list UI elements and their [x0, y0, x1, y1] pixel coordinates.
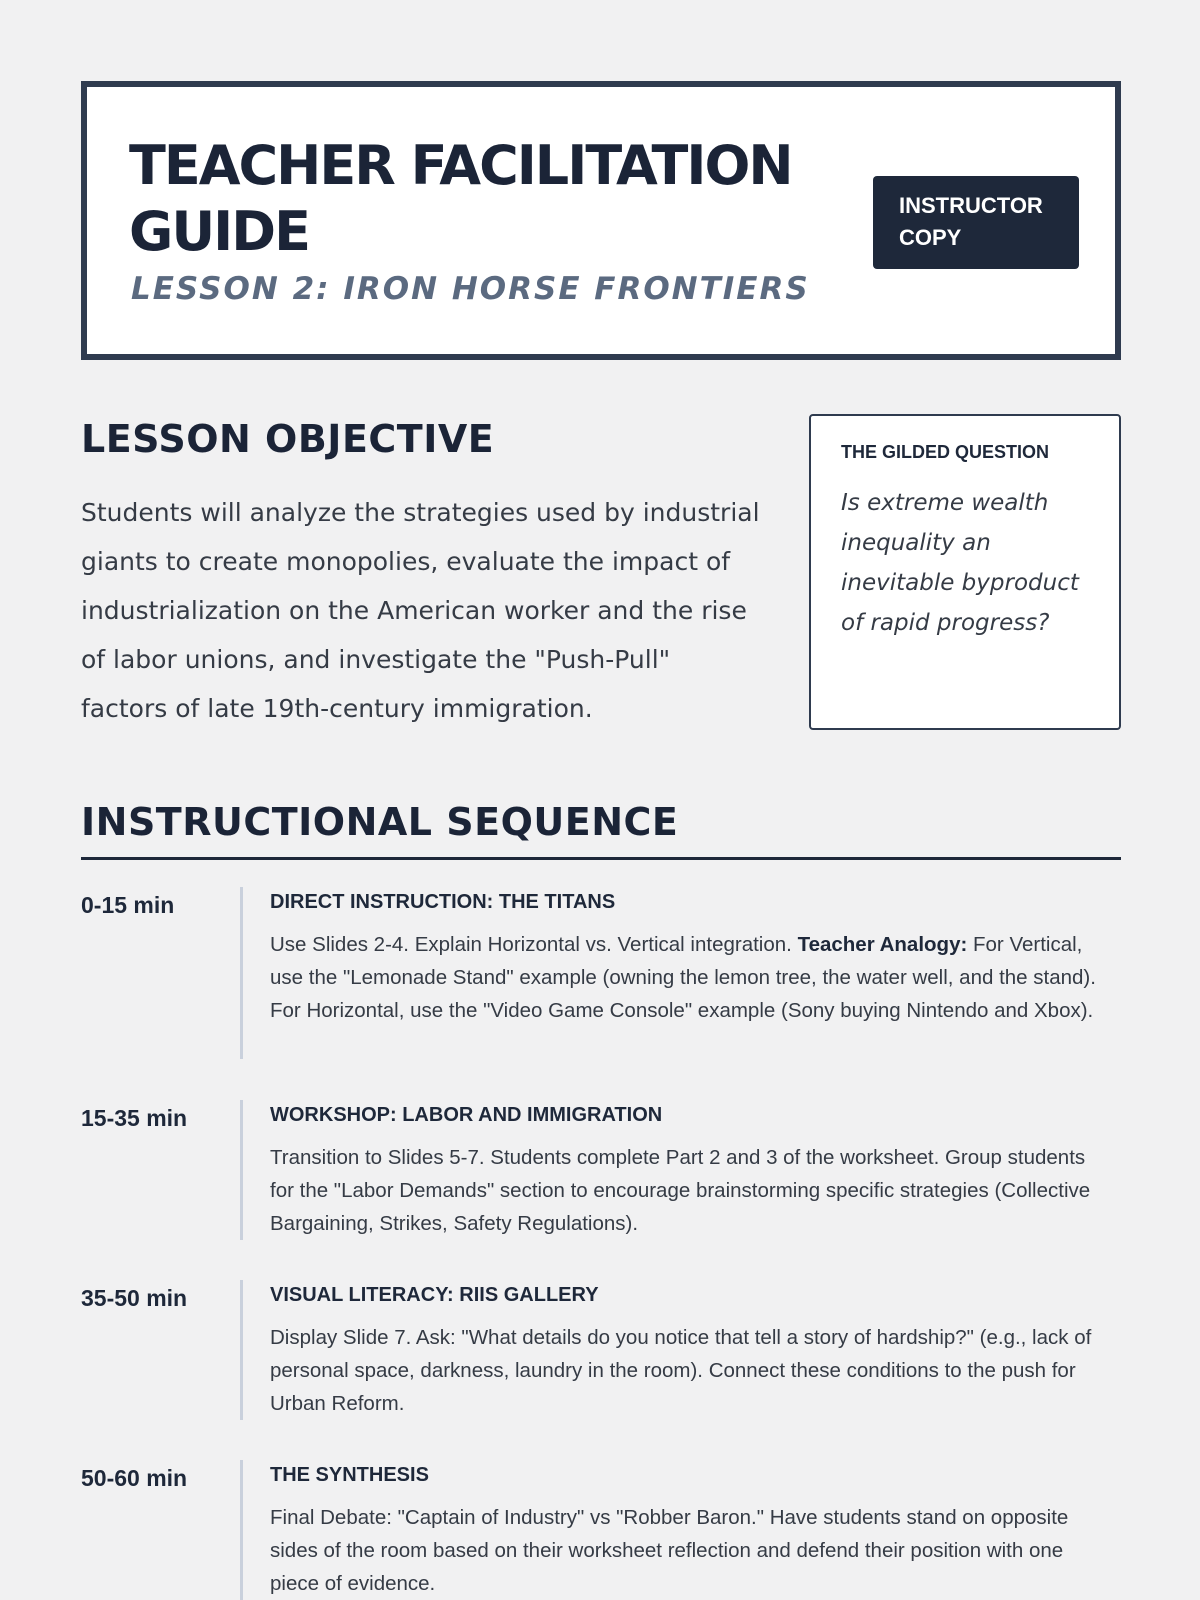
step-title: VISUAL LITERACY: RIIS GALLERY [270, 1284, 599, 1306]
facilitation-guide-page [81, 81, 1121, 1595]
step-body: Display Slide 7. Ask: "What details do you notice that tell a story of hardship?" (e.g., lack of personal space, darkness, laundry in the room). Connect these conditions to the push for Urban Reform. [270, 1326, 1092, 1415]
step-divider [240, 1100, 243, 1240]
step-time: 0-15 min [81, 892, 175, 918]
sequence-heading: INSTRUCTIONAL SEQUENCE [81, 800, 679, 844]
step-title: THE SYNTHESIS [270, 1464, 429, 1486]
step-divider [240, 1460, 243, 1600]
header-box [81, 81, 1121, 360]
gilded-question-box [809, 414, 1121, 730]
objective-heading: LESSON OBJECTIVE [81, 417, 495, 461]
objective-text: Students will analyze the strategies used by industrial giants to create monopolies, evaluate the impact of industrialization on the American worker and the rise of labor unions, and investigate the "Push-Pull" factors of late 19th-century immigration. [81, 498, 760, 723]
step-divider [240, 1280, 243, 1420]
step-body-text: Use Slides 2-4. Explain Horizontal vs. Vertical integration. [270, 933, 798, 956]
step-body: Final Debate: "Captain of Industry" vs "Robber Baron." Have students stand on opposite sides of the room based on their worksheet reflection and defend their position with one piece of evidence. [270, 1506, 1069, 1595]
teacher-analogy-label: Teacher Analogy: [797, 933, 968, 956]
step-divider [240, 887, 243, 1059]
step-body: Transition to Slides 5-7. Students complete Part 2 and 3 of the worksheet. Group students for the "Labor Demands" section to encourage brainstorming specific strategies (Collective Bargaining, Strikes, Safety Regulations). [270, 1146, 1091, 1235]
step-body [270, 928, 1110, 1027]
step-body-text: For Vertical, use the "Lemonade Stand" example (owning the lemon tree, the water well, and the stand). For Horizontal, use the "Video Game Console" example (Sony buying Nintendo and Xbox). [270, 933, 1096, 1022]
page-title: TEACHER FACILITATION GUIDE [129, 134, 792, 263]
sequence-divider [81, 857, 1121, 860]
step-time: 35-50 min [81, 1285, 188, 1311]
gilded-question-label: THE GILDED QUESTION [841, 442, 1050, 462]
step-title: DIRECT INSTRUCTION: THE TITANS [270, 891, 616, 913]
lesson-subtitle: LESSON 2: IRON HORSE FRONTIERS [131, 271, 810, 307]
instructor-copy-badge: INSTRUCTOR COPY [873, 176, 1079, 269]
gilded-question-text: Is extreme wealth inequality an inevitable byproduct of rapid progress? [841, 490, 1079, 636]
step-title: WORKSHOP: LABOR AND IMMIGRATION [270, 1104, 663, 1126]
step-time: 50-60 min [81, 1465, 188, 1491]
step-time: 15-35 min [81, 1105, 188, 1131]
